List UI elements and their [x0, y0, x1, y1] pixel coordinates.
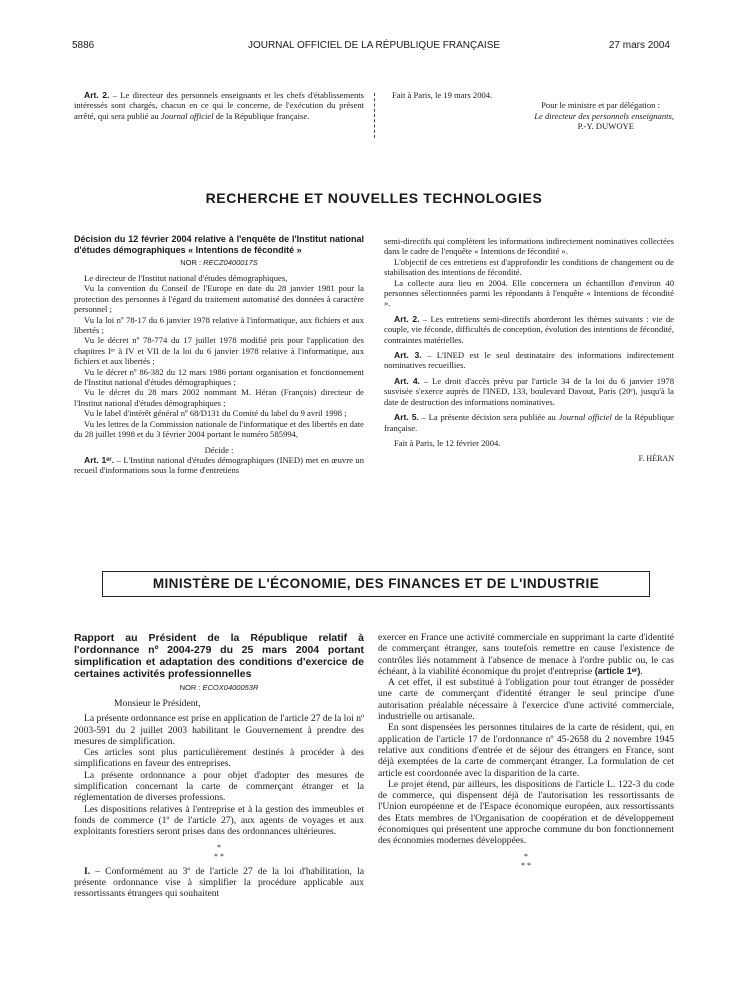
nor-label: NOR :	[180, 258, 204, 267]
pour-line: Pour le ministre et par délégation :	[541, 100, 660, 111]
separator-star: *	[217, 842, 221, 852]
nor-code: ECOX0400053R	[202, 683, 259, 692]
article-label: Art. 3.	[394, 350, 422, 361]
salutation: Monsieur le Président,	[114, 698, 201, 709]
article-text: – Les entretiens semi-directifs aborderont les thèmes suivants : vie de couple, vie féconde, difficultés de conception, évolution des intentions de fécondité, contraintes matérielles.	[384, 313, 674, 345]
rapport-paragraph: Le projet étend, par ailleurs, les dispositions de l'article L. 122-3 du code de commerce, qui dispensent déjà de l'autorisation les ressortissants de l'Union européenne et de l'Espace économique européen, aux ressortissants des Etats membres de l'Organisation de coopération et de développement économiques qui présentent une approche commune du bon fonctionnement des économies modernes développées.	[378, 778, 674, 847]
article-reference: (article 1ᵉʳ)	[594, 665, 641, 676]
article-label: Art. 2.	[84, 90, 110, 100]
separator-stars: * *	[521, 860, 531, 870]
rapport-right-column	[378, 632, 674, 870]
article-end: de la République française.	[213, 110, 310, 121]
page-number: 5886	[72, 40, 95, 51]
directeur-line: Le directeur des personnels enseignants,	[534, 110, 674, 121]
rapport-title: Rapport au Président de la République relatif à l'ordonnance nº 2004-279 du 25 mars 2004 portant simplification et adaptation des conditions d'exercice de certaines activités professionnelles	[74, 632, 364, 680]
decision-paragraph: Vu les lettres de la Commission nationale de l'informatique et des libertés en date du 28 juillet 1998 et du 3 février 2004 portant le numéro 585994,	[74, 418, 364, 440]
decision-paragraph: Vu le décret nº 78-774 du 17 juillet 1978 modifié pris pour l'application des chapitres Iᵉʳ à IV et VII de la loi du 6 janvier 1978 relative à l'informatique, aux fichiers et aux libertés ;	[74, 335, 364, 367]
decide-line: Décide :	[204, 444, 234, 455]
article-label: Art. 4.	[394, 375, 421, 386]
article-label: Art. 5.	[394, 412, 419, 423]
rapport-paragraph: La présente ordonnance est prise en application de l'article 27 de la loi nº 2003-591 du 2 juillet 2003 habilitant le Gouvernement à prendre des mesures de simplification.	[74, 713, 364, 747]
nor-line	[74, 683, 364, 692]
article-text: – L'Institut national d'études démographiques (INED) met en œuvre un recueil d'informations sous la forme d'entretiens	[74, 454, 364, 476]
signature: F. HÉRAN	[638, 454, 674, 464]
header-date: 27 mars 2004	[608, 40, 670, 51]
article-label: Art. 2.	[394, 313, 420, 324]
rapport-paragraph: La présente ordonnance a pour objet d'adopter des mesures de simplification concernant la carte de commerçant étranger et la réglementation de diverses professions.	[74, 769, 364, 804]
nor-label: NOR :	[179, 683, 203, 692]
section-title-recherche: RECHERCHE ET NOUVELLES TECHNOLOGIES	[205, 190, 543, 206]
nor-code: RECZ0400017S	[203, 258, 258, 267]
part-text: – Conformément au 3º de l'article 27 de la loi d'habilitation, la présente ordonnance vise à simplifier la procédure applicable aux ressortissants étrangers qui souhaitent	[74, 865, 364, 900]
rapport-paragraph: A cet effet, il est substitué à l'obligation pour tout étranger de posséder une carte de commerçant d'identité étranger le seul principe d'une autorisation préalable nécessaire à l'exercice d'une activité commerciale, industrielle ou artisanale.	[378, 677, 674, 723]
article-label: Art. 1ᵉʳ.	[84, 454, 115, 465]
article-text: – L'INED est le seul destinataire des informations indirectement nominatives recueillies.	[384, 350, 674, 371]
rapport-paragraph: Les dispositions relatives à l'entreprise et à la gestion des immeubles et fonds de commerce (1º de l'article 27), aux agents de voyages et aux exploitants forestiers seront prises dans des ordonnances ultérieures.	[74, 803, 364, 838]
nor-line	[74, 258, 364, 267]
article-end: de la République française.	[384, 412, 675, 433]
decision-title: Décision du 12 février 2004 relative à l'enquête de l'Institut national d'études démographiques « Intentions de fécondité »	[74, 234, 364, 255]
column-divider	[374, 93, 375, 138]
article-text: – Le directeur des personnels enseignants et les chefs d'établissements intéressés sont chargés, chacun en ce qui le concerne, de l'exécution du présent arrêté, qui sera publié au	[74, 90, 365, 121]
decision-paragraph: L'objectif de ces entretiens est d'approfondir les conditions de changement ou de stabilisation des intentions de fécondité.	[384, 256, 674, 278]
decision-right-column	[384, 236, 674, 463]
article-text: – La présente décision sera publiée au	[418, 412, 559, 423]
journal-reference: Journal officiel	[558, 412, 612, 423]
rapport-paragraph: Ces articles sont plus particulièrement destinés à procéder à des simplifications en faveur des entreprises.	[74, 747, 364, 770]
separator-stars: * *	[214, 851, 224, 861]
rapport-paragraph-end: .	[640, 665, 643, 677]
decision-paragraph: La collecte aura lieu en 2004. Elle concernera un échantillon d'environ 40 personnes sélectionnées parmi les répondants à l'enquête « Intentions de fécondité ».	[384, 277, 674, 309]
article-text: – Le droit d'accès prévu par l'article 34 de la loi du 6 janvier 1978 susvisée s'exerce auprès de l'INED, 133, boulevard Davout, Paris (20ᵉ), jusqu'à la date de destruction des informations nominatives.	[384, 375, 674, 407]
decision-paragraph: semi-directifs qui complètent les informations indirectement nominatives collectées dans le cadre de l'enquête « Intentions de fécondité ».	[384, 236, 674, 257]
decision-paragraph: Vu le décret nº 86-382 du 12 mars 1986 portant organisation et fonctionnement de l'Institut national d'études démographiques ;	[74, 366, 364, 388]
fait-line: Fait à Paris, le 19 mars 2004.	[392, 90, 493, 100]
fait-line: Fait à Paris, le 12 février 2004.	[394, 437, 501, 448]
part-label: I.	[84, 865, 91, 877]
rapport-paragraph: En sont dispensées les personnes titulaires de la carte de résident, qui, en application de l'article 17 de l'ordonnance nº 45-2658 du 2 novembre 1945 relative aux conditions d'entrée et de séjour des étrangers en France, sont déjà exemptées de la carte de commerçant étranger. La formulation de cet article est coordonnée avec la disparition de la carte.	[378, 722, 674, 779]
top-article	[74, 90, 364, 121]
journal-title: JOURNAL OFFICIEL DE LA RÉPUBLIQUE FRANÇAISE	[247, 40, 501, 51]
separator-star: *	[524, 851, 528, 861]
decision-left-column	[74, 234, 364, 476]
rapport-paragraph: exercer en France une activité commerciale en supprimant la carte d'identité de commerçant étranger, sans toutefois remettre en cause l'existence de contrôles liés notamment à l'absence de menace à l'ordre public ou, le cas échéant, à la viabilité économique du projet d'entreprise	[378, 632, 674, 677]
decision-paragraph: Vu la convention du Conseil de l'Europe en date du 28 janvier 1981 pour la protection des personnes à l'égard du traitement automatisé des données à caractère personnel ;	[74, 283, 364, 315]
journal-reference: Journal officiel	[160, 110, 214, 121]
decision-paragraph: Vu le label d'intérêt général nº 68/D131 du Comité du label du 9 avril 1998 ;	[84, 408, 347, 419]
rapport-left-column	[74, 632, 364, 899]
decision-paragraph: Vu la loi nº 78-17 du 6 janvier 1978 relative à l'informatique, aux fichiers et aux libertés ;	[74, 314, 364, 336]
decision-paragraph: Le directeur de l'Institut national d'études démographiques,	[84, 273, 288, 283]
top-signature-block	[386, 90, 674, 132]
decision-paragraph: Vu le décret du 28 mars 2002 nommant M. Héran (François) directeur de l'Institut national d'études démographiques ;	[74, 387, 364, 408]
signature: P.-Y. DUWOYE	[577, 121, 634, 132]
section-title-ministere: MINISTÈRE DE L'ÉCONOMIE, DES FINANCES ET DE L'INDUSTRIE	[102, 571, 650, 597]
